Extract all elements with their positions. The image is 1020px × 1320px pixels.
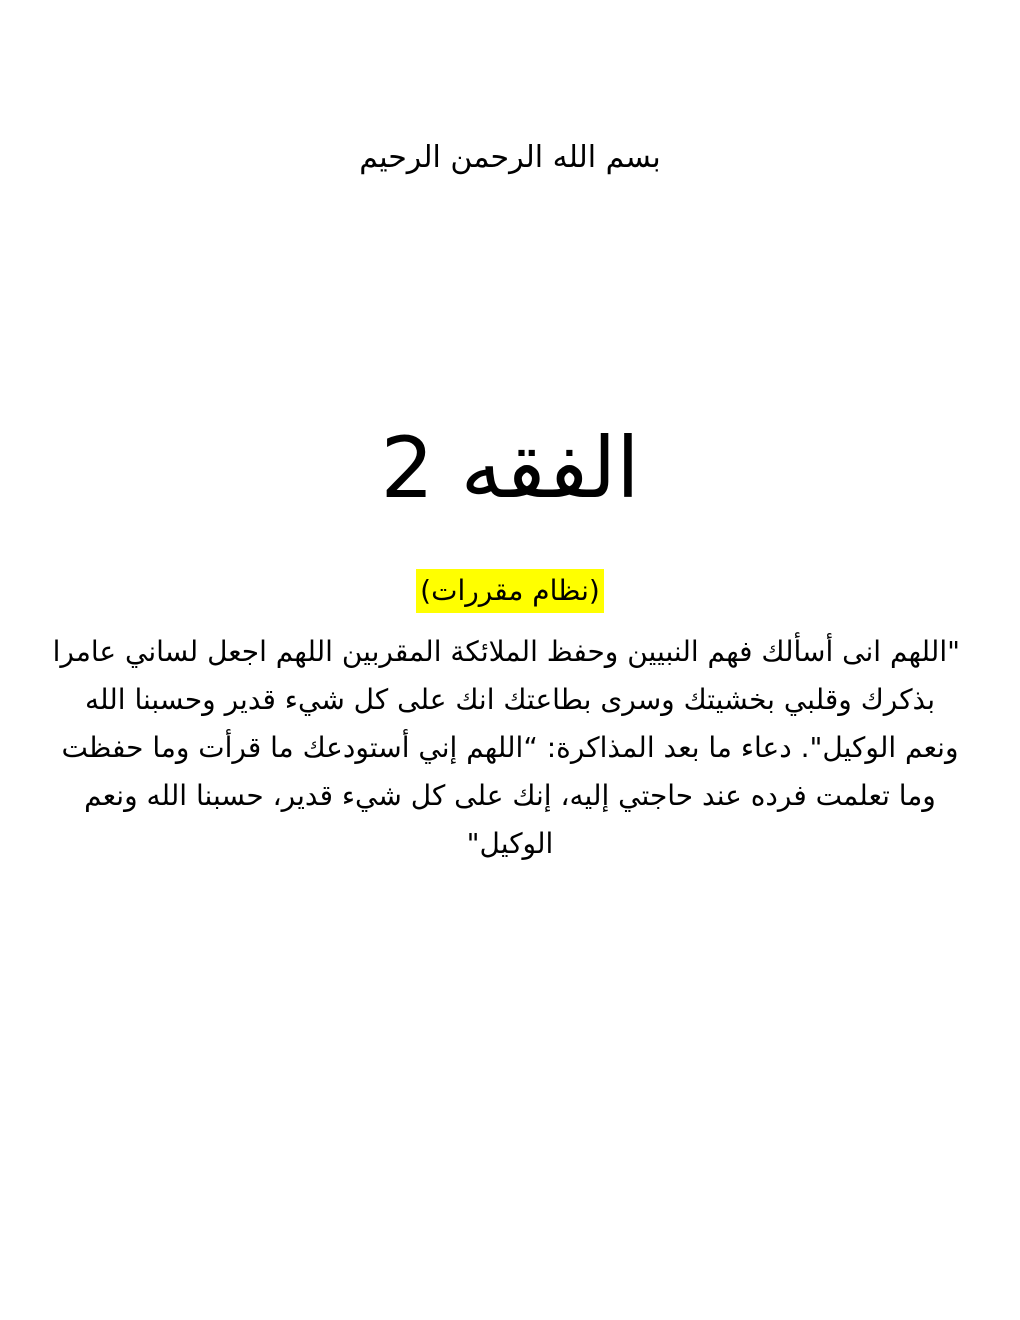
prayer-line: الوكيل" bbox=[466, 827, 554, 860]
basmala-heading: بسم الله الرحمن الرحيم bbox=[359, 140, 661, 175]
prayer-line: "اللهم انى أسألك فهم النبيين وحفظ الملائكة المقربين اللهم اجعل لساني عامرا bbox=[52, 635, 960, 668]
prayer-paragraph bbox=[52, 628, 960, 868]
page-title: الفقه 2 bbox=[380, 419, 640, 517]
highlighted-subtitle: (نظام مقررات) bbox=[416, 569, 604, 613]
subtitle-container bbox=[0, 569, 1020, 613]
prayer-line: بذكرك وقلبي بخشيتك وسرى بطاعتك انك على كل شيء قدير وحسبنا الله bbox=[84, 683, 936, 716]
prayer-line: ونعم الوكيل". دعاء ما بعد المذاكرة: “اللهم إني أستودعك ما قرأت وما حفظت bbox=[61, 731, 959, 764]
prayer-line: وما تعلمت فرده عند حاجتي إليه، إنك على كل شيء قدير، حسبنا الله ونعم bbox=[84, 779, 936, 812]
